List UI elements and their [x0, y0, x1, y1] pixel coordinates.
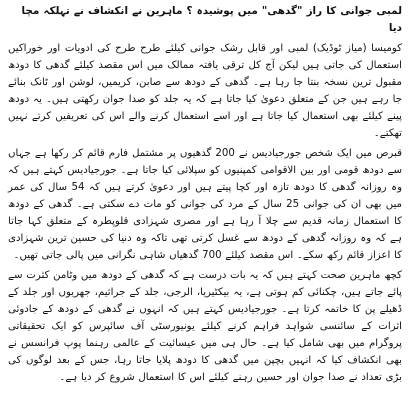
article-paragraph-2: قبرص میں ایک شخص جورجیادیس نے 200 گدھیوں پر مشتمل فارم قائم کر رکھا ہے جہاں سے دودھ قومی اور بین الاقوامی کمپنیوں کو سپلائی کیا جاتا ہے۔ جورجیادیس کہتے ہیں کہ وہ روزانہ گدھی کا دودھ تازہ اور کچا پیتے ہیں اور دعویٰ کرتے ہیں کہ 54 سال کی عمر میں بھی ان کی جوانی 25 سال کے مرد کی جوانی کو مات دے سکتی ہے۔ گدھی کے دودھ کا استعمال زمانہ قدیم سے چلا آ رہا ہے اور مصری شہزادی قلوپطرہ کے متعلق کہا جاتا ہے کہ وہ روزانہ گدھی کے دودھ سے غسل کرتی تھی تاکہ وہ دنیا کی حسین ترین شہزادی کا اعزاز قائم رکھ سکے۔ اس مقصد کیلئے 700 گدھیاں شاہی نگرانی میں پالی جاتی تھیں۔	[8, 148, 402, 261]
article-paragraph-3: کچھ ماہرین صحت کہتے ہیں کہ یہ بات درست ہے کہ گدھی کے دودھ میں وٹامن کثرت سے پائے جاتے ہیں، چکنائی کم ہوتی ہے، یہ بیکٹیریا، الرجی، جلد کے جراثیم، جھریوں اور جلد کے ڈھیلے پن کا خاتمہ کرتا ہے۔ جورجیادیس کہتے ہیں کہ انہوں نے گدھی کے دودھ کے جادوئی اثرات کے سائنسی شواہد فراہم کرنے کیلئے یونیورسٹی آف سائپرس کو ایک تحقیقاتی پروگرام میں بھی شامل کیا ہے۔ حال ہی میں عیسائیت کے عالمی رہنما پوپ فرانسس نے بھی انکشاف کیا کہ انہیں بچپن میں گدھی کا دودھ پلایا جاتا رہا، جس کے بعد لوگوں کی بڑی تعداد نے صدا جوان اور حسین رہنے کیلئے اس کا استعمال شروع کر دیا ہے۔	[8, 270, 402, 383]
article-paragraph-1: کومیسا (میاز ٹوڈیک) لمبی اور قابل رشک جوانی کیلئے طرح طرح کی ادویات اور خوراکیں استعمال کی جاتی ہیں لیکن آج کل ترقی یافتہ ممالک میں اس مقصد کیلئے گدھی کا دودھ مقبول ترین نسخہ بنتا جا رہا ہے۔ گدھی کے دودھ سے صابن، کریمیں، لوشن اور ٹانک بنائے جا رہے ہیں جن کے متعلق دعویٰ کیا جاتا ہے کہ یہ جلد کو صدا جوان رکھتی ہیں۔ یہ دودھ پینے کیلئے بھی استعمال کیا جاتا ہے اور اسے استعمال کرنے والے اس کی تعریفیں کرتے نہیں تھکتے۔	[8, 43, 402, 139]
article-title: لمبی جوانی کا راز "گدھی" میں پوشیدہ ؟ ماہرین نے انکشاف نے تہلکہ مچا دیا	[21, 5, 402, 34]
